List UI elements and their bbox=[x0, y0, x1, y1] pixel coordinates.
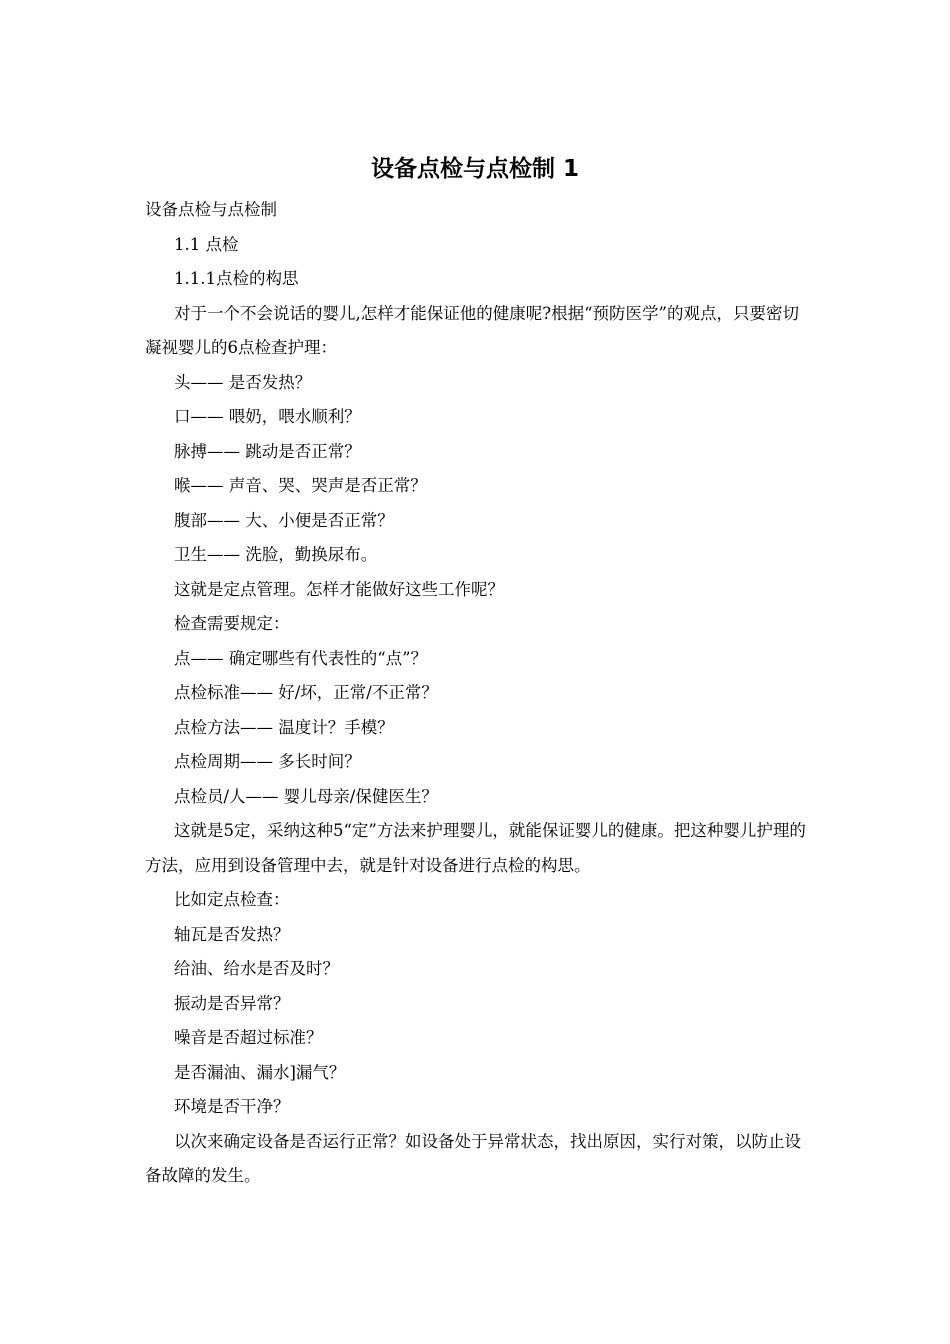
paragraph-check-oil-water: 给油、给水是否及时？ bbox=[174, 959, 339, 978]
paragraph-fixed-point: 这就是定点管理。怎样才能做好这些工作呢？ bbox=[174, 579, 504, 599]
paragraph-example-intro: 比如定点检查： bbox=[174, 890, 290, 909]
paragraph-rules-intro: 检查需要规定： bbox=[174, 614, 290, 633]
paragraph-five-rules: 这就是5定，采纳这种5“定”方法来护理婴儿，就能保证婴儿的健康。把这种婴儿护理的方法，应用到设备管理中去，就是针对设备进行点检的构思。 bbox=[145, 821, 806, 875]
paragraph-check-noise: 噪音是否超过标准？ bbox=[174, 1028, 323, 1047]
paragraph-rule-standard: 点检标准—— 好/坏，正常/不正常？ bbox=[174, 683, 438, 702]
paragraph-check-bearing: 轴瓦是否发热？ bbox=[174, 924, 290, 944]
paragraph-heading: 设备点检与点检制 bbox=[145, 200, 277, 219]
paragraph-section-1-1: 1.1 点检 bbox=[174, 234, 239, 254]
paragraph-rule-point: 点—— 确定哪些有代表性的“点”？ bbox=[174, 648, 428, 668]
paragraph-item-mouth: 口—— 喂奶，喂水顺利？ bbox=[174, 407, 361, 426]
paragraph-item-hygiene: 卫生—— 洗脸，勤换尿布。 bbox=[174, 545, 378, 564]
paragraph-item-head: 头—— 是否发热？ bbox=[174, 372, 312, 392]
paragraph-intro: 对于一个不会说话的婴儿,怎样才能保证他的健康呢?根据“预防医学”的观点，只要密切凝视婴儿的6点检查护理： bbox=[145, 303, 799, 357]
paragraph-rule-person: 点检员/人—— 婴儿母亲/保健医生？ bbox=[174, 786, 438, 806]
paragraph-section-1-1-1: 1.1.1点检的构思 bbox=[174, 269, 299, 288]
paragraph-rule-period: 点检周期—— 多长时间？ bbox=[174, 752, 361, 771]
document-body bbox=[145, 193, 815, 1194]
paragraph-check-leak: 是否漏油、漏水]漏气？ bbox=[174, 1062, 346, 1082]
paragraph-rule-method: 点检方法—— 温度计？手模？ bbox=[174, 717, 394, 737]
paragraph-check-environment: 环境是否干净？ bbox=[174, 1097, 290, 1116]
paragraph-item-pulse: 脉搏—— 跳动是否正常？ bbox=[174, 441, 361, 461]
paragraph-check-vibration: 振动是否异常？ bbox=[174, 993, 290, 1013]
document-title: 设备点检与点检制 1 bbox=[370, 156, 579, 182]
paragraph-item-abdomen: 腹部—— 大、小便是否正常？ bbox=[174, 510, 394, 530]
paragraph-item-throat: 喉—— 声音、哭、哭声是否正常？ bbox=[174, 476, 427, 495]
paragraph-conclusion: 以次来确定设备是否运行正常？如设备处于异常状态，找出原因，实行对策，以防止设备故障的发生。 bbox=[145, 1131, 801, 1185]
